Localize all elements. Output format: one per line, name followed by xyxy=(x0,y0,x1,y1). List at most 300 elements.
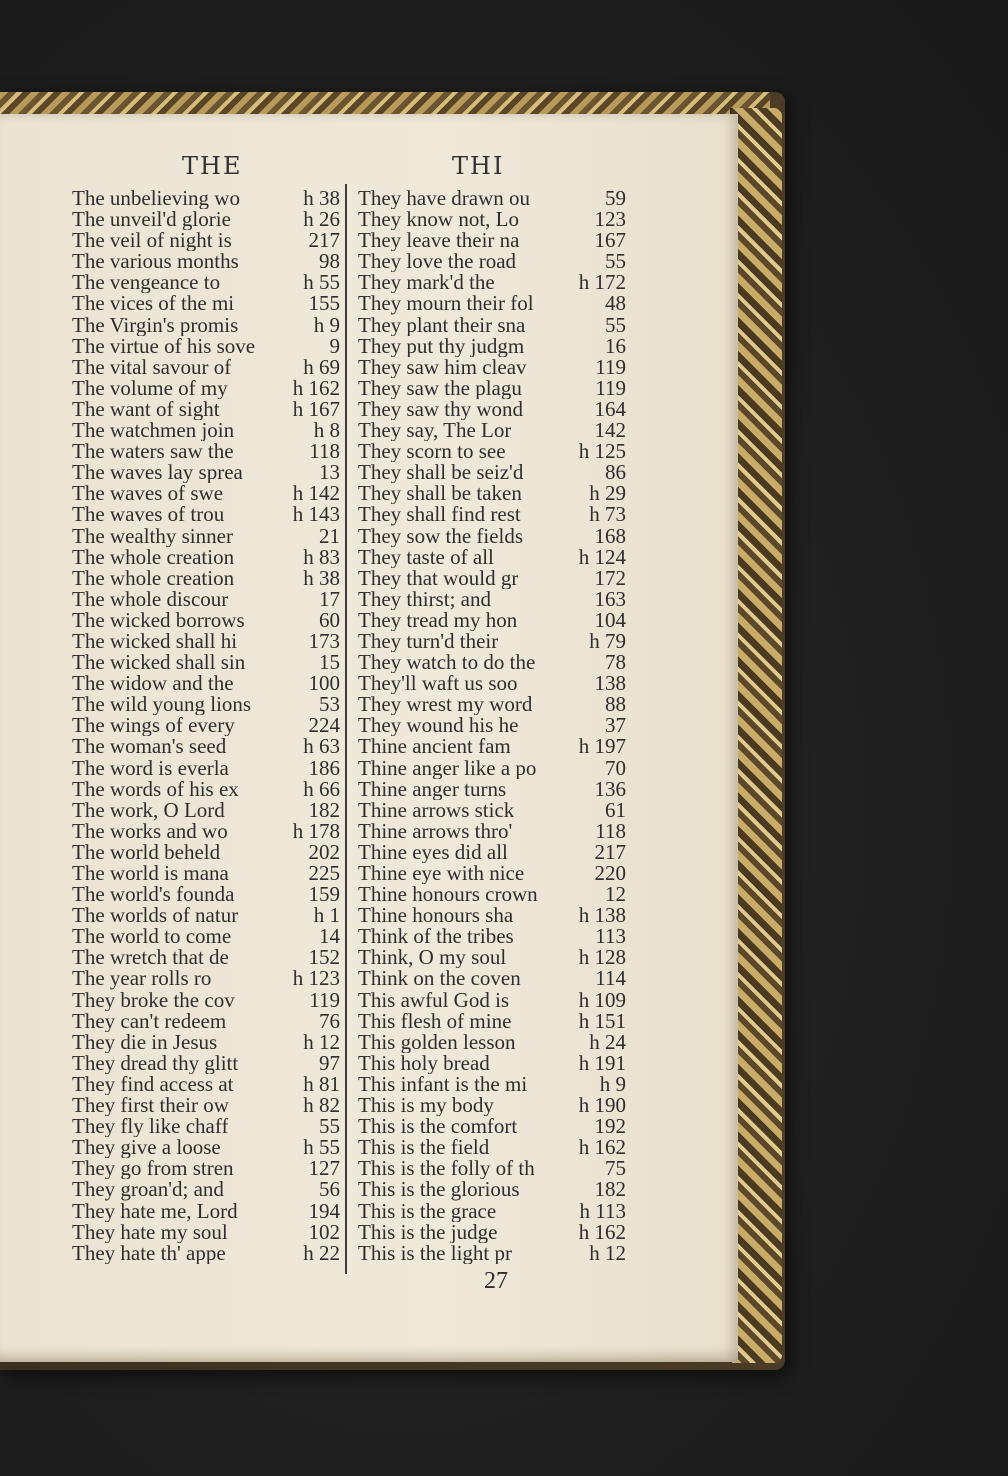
entry-first-line: They know not, Lo xyxy=(358,209,519,231)
index-entry xyxy=(72,272,340,293)
index-entry xyxy=(72,526,340,547)
entry-first-line: This golden lesson xyxy=(358,1031,516,1053)
index-entry xyxy=(358,483,626,504)
entry-reference: 118 xyxy=(309,441,340,463)
entry-reference: h 9 xyxy=(313,314,340,336)
index-entry xyxy=(72,1032,340,1053)
index-entry xyxy=(358,673,626,694)
entry-reference: 37 xyxy=(605,715,626,737)
index-entry xyxy=(72,483,340,504)
entry-first-line: This infant is the mi xyxy=(358,1073,528,1096)
entry-first-line: Think on the coven xyxy=(358,968,521,990)
index-entry xyxy=(358,293,626,314)
entry-first-line: They put thy judgm xyxy=(358,335,525,357)
entry-first-line: This is my body xyxy=(358,1095,494,1117)
entry-reference: 17 xyxy=(319,588,340,610)
index-entry xyxy=(72,990,340,1011)
entry-reference: 53 xyxy=(319,694,340,716)
index-entry xyxy=(358,357,626,378)
entry-reference: 186 xyxy=(308,757,340,779)
index-entry xyxy=(358,779,626,800)
entry-reference: h 79 xyxy=(589,630,626,653)
entry-reference: 14 xyxy=(319,926,340,948)
entry-first-line: They that would gr xyxy=(358,567,519,589)
entry-first-line: They'll waft us soo xyxy=(358,673,518,695)
entry-first-line: Thine anger turns xyxy=(358,778,507,800)
entry-first-line: The world to come xyxy=(72,926,232,948)
entry-first-line: The veil of night is xyxy=(72,230,232,252)
index-entry xyxy=(72,1053,340,1074)
entry-reference: 123 xyxy=(594,209,626,231)
entry-first-line: They groan'd; and xyxy=(72,1179,224,1201)
entry-reference: 182 xyxy=(308,799,340,821)
index-entry xyxy=(358,905,626,926)
entry-reference: h 73 xyxy=(589,504,626,526)
entry-reference: 136 xyxy=(594,778,626,800)
index-entry xyxy=(72,821,340,842)
index-entry xyxy=(72,652,340,673)
entry-first-line: They saw him cleav xyxy=(358,356,527,378)
index-entry xyxy=(72,293,340,314)
entry-first-line: The vices of the mi xyxy=(72,293,235,315)
entry-first-line: This is the grace xyxy=(358,1200,497,1222)
entry-reference: 9 xyxy=(329,335,340,357)
entry-first-line: The widow and the xyxy=(72,673,234,695)
index-entry xyxy=(358,1243,626,1264)
index-entry xyxy=(358,336,626,357)
entry-first-line: They have drawn ou xyxy=(358,188,531,210)
index-entry xyxy=(72,209,340,230)
entry-reference: 78 xyxy=(605,652,626,674)
index-entry xyxy=(72,357,340,378)
entry-first-line: The whole creation xyxy=(72,546,235,568)
entry-first-line: They saw thy wond xyxy=(358,398,524,421)
index-entry xyxy=(72,1074,340,1095)
entry-first-line: The unveil'd glorie xyxy=(72,209,231,231)
entry-reference: h 125 xyxy=(578,441,626,463)
entry-first-line: The year rolls ro xyxy=(72,968,212,990)
right-index-column xyxy=(358,188,626,1264)
index-entry xyxy=(72,947,340,968)
entry-first-line: This flesh of mine xyxy=(358,1010,512,1032)
entry-reference: h 82 xyxy=(303,1095,340,1117)
entry-reference: h 81 xyxy=(303,1073,340,1096)
index-entry xyxy=(358,1158,626,1179)
index-entry xyxy=(358,399,626,420)
index-entry xyxy=(72,779,340,800)
entry-first-line: They give a loose xyxy=(72,1137,221,1159)
entry-first-line: This is the field xyxy=(358,1137,490,1159)
index-entry xyxy=(72,926,340,947)
entry-first-line: The unbelieving wo xyxy=(72,188,240,210)
entry-first-line: The wretch that de xyxy=(72,947,229,969)
entry-first-line: They taste of all xyxy=(358,546,494,568)
entry-reference: h 124 xyxy=(578,546,626,568)
column-divider xyxy=(345,184,347,1274)
index-entry xyxy=(358,947,626,968)
entry-reference: 142 xyxy=(594,420,626,442)
entry-reference: 55 xyxy=(605,251,626,273)
entry-reference: 119 xyxy=(595,377,626,399)
entry-first-line: They mark'd the xyxy=(358,272,495,294)
index-entry xyxy=(358,209,626,230)
index-entry xyxy=(358,526,626,547)
index-entry xyxy=(72,547,340,568)
index-entry xyxy=(358,631,626,652)
entry-reference: 98 xyxy=(319,251,340,273)
entry-reference: 164 xyxy=(594,398,626,421)
index-entry xyxy=(358,1095,626,1116)
entry-reference: h 63 xyxy=(303,736,340,758)
index-entry xyxy=(72,1179,340,1200)
entry-reference: 86 xyxy=(605,462,626,484)
entry-reference: 119 xyxy=(595,356,626,378)
entry-reference: h 123 xyxy=(292,968,340,990)
index-entry xyxy=(72,968,340,989)
entry-first-line: Thine anger like a po xyxy=(358,757,537,779)
right-guide-word: THI xyxy=(452,152,505,180)
index-entry xyxy=(72,568,340,589)
index-entry xyxy=(358,1032,626,1053)
entry-first-line: They go from stren xyxy=(72,1158,234,1180)
entry-first-line: Thine arrows stick xyxy=(358,799,515,821)
entry-reference: 159 xyxy=(308,884,340,906)
entry-reference: h 69 xyxy=(303,356,340,378)
entry-first-line: They leave their na xyxy=(358,230,520,252)
index-entry xyxy=(358,715,626,736)
entry-first-line: The volume of my xyxy=(72,377,228,399)
entry-reference: 172 xyxy=(594,567,626,589)
index-entry xyxy=(72,610,340,631)
entry-reference: h 83 xyxy=(303,546,340,568)
entry-reference: 217 xyxy=(594,841,626,863)
index-entry xyxy=(358,968,626,989)
entry-reference: 127 xyxy=(308,1158,340,1180)
entry-reference: 97 xyxy=(319,1052,340,1074)
entry-reference: 182 xyxy=(594,1179,626,1201)
entry-reference: 173 xyxy=(308,630,340,653)
entry-reference: h 197 xyxy=(578,736,626,758)
entry-reference: 55 xyxy=(319,1116,340,1138)
index-entry xyxy=(72,1011,340,1032)
entry-reference: h 12 xyxy=(303,1031,340,1053)
index-entry xyxy=(72,631,340,652)
index-entry xyxy=(358,884,626,905)
entry-reference: 217 xyxy=(308,230,340,252)
index-entry xyxy=(72,736,340,757)
entry-reference: 202 xyxy=(308,841,340,863)
entry-reference: 152 xyxy=(308,947,340,969)
index-entry xyxy=(72,1243,340,1264)
entry-reference: h 128 xyxy=(578,947,626,969)
entry-first-line: The work, O Lord xyxy=(72,799,225,821)
entry-reference: h 12 xyxy=(589,1242,626,1264)
index-entry xyxy=(72,1116,340,1137)
entry-reference: h 167 xyxy=(292,398,340,421)
entry-reference: 56 xyxy=(319,1179,340,1201)
entry-first-line: The wicked shall sin xyxy=(72,652,246,674)
entry-first-line: Thine honours sha xyxy=(358,905,514,927)
index-entry xyxy=(358,758,626,779)
index-entry xyxy=(72,884,340,905)
entry-reference: h 162 xyxy=(578,1137,626,1159)
entry-reference: 16 xyxy=(605,335,626,357)
index-entry xyxy=(72,336,340,357)
entry-reference: h 172 xyxy=(578,272,626,294)
index-entry xyxy=(358,863,626,884)
entry-reference: 12 xyxy=(605,884,626,906)
entry-reference: h 190 xyxy=(578,1095,626,1117)
entry-reference: h 109 xyxy=(578,989,626,1011)
entry-first-line: They turn'd their xyxy=(358,630,499,653)
entry-first-line: The words of his ex xyxy=(72,778,239,800)
index-entry xyxy=(358,315,626,336)
entry-reference: h 143 xyxy=(292,504,340,526)
index-entry xyxy=(358,1137,626,1158)
index-entry xyxy=(358,504,626,525)
entry-first-line: They find access at xyxy=(72,1073,234,1096)
entry-first-line: They watch to do the xyxy=(358,652,536,674)
entry-first-line: The vengeance to xyxy=(72,272,221,294)
index-entry xyxy=(358,652,626,673)
index-entry xyxy=(72,589,340,610)
entry-reference: h 162 xyxy=(292,377,340,399)
entry-first-line: The virtue of his sove xyxy=(72,335,256,357)
entry-reference: h 142 xyxy=(292,483,340,505)
index-entry xyxy=(358,1116,626,1137)
index-entry xyxy=(72,504,340,525)
entry-first-line: They say, The Lor xyxy=(358,420,512,442)
index-entry xyxy=(358,441,626,462)
entry-first-line: Thine eyes did all xyxy=(358,841,508,863)
entry-reference: 192 xyxy=(594,1116,626,1138)
entry-reference: 163 xyxy=(594,588,626,610)
entry-reference: 88 xyxy=(605,694,626,716)
entry-first-line: They shall be taken xyxy=(358,483,522,505)
entry-reference: 15 xyxy=(319,652,340,674)
index-entry xyxy=(358,610,626,631)
entry-first-line: They thirst; and xyxy=(358,588,491,610)
entry-first-line: The want of sight xyxy=(72,398,220,421)
entry-first-line: Think of the tribes xyxy=(358,926,514,948)
entry-reference: 60 xyxy=(319,609,340,631)
index-entry xyxy=(72,673,340,694)
entry-first-line: The worlds of natur xyxy=(72,905,239,927)
entry-reference: 59 xyxy=(605,188,626,210)
index-entry xyxy=(358,1201,626,1222)
entry-first-line: Think, O my soul xyxy=(358,947,507,969)
entry-first-line: They first their ow xyxy=(72,1095,229,1117)
entry-first-line: This awful God is xyxy=(358,989,510,1011)
entry-first-line: The vital savour of xyxy=(72,356,232,378)
index-entry xyxy=(358,990,626,1011)
entry-reference: h 26 xyxy=(303,209,340,231)
entry-first-line: They die in Jesus xyxy=(72,1031,218,1053)
entry-first-line: The whole discour xyxy=(72,588,229,610)
index-entry xyxy=(72,1158,340,1179)
entry-reference: 113 xyxy=(595,926,626,948)
index-entry xyxy=(72,1095,340,1116)
index-entry xyxy=(358,420,626,441)
entry-first-line: The works and wo xyxy=(72,820,228,842)
entry-reference: h 1 xyxy=(313,905,340,927)
entry-first-line: They tread my hon xyxy=(358,609,518,631)
entry-first-line: The wicked shall hi xyxy=(72,630,238,653)
index-entry xyxy=(358,1053,626,1074)
entry-first-line: This is the folly of th xyxy=(358,1158,535,1180)
index-entry xyxy=(72,842,340,863)
entry-reference: 138 xyxy=(594,673,626,695)
entry-reference: 55 xyxy=(605,314,626,336)
entry-first-line: Thine eye with nice xyxy=(358,863,525,885)
entry-first-line: The whole creation xyxy=(72,567,235,589)
index-entry xyxy=(72,315,340,336)
entry-reference: 167 xyxy=(594,230,626,252)
entry-first-line: They scorn to see xyxy=(358,441,506,463)
page-shadow xyxy=(0,1346,738,1362)
index-entry xyxy=(358,589,626,610)
entry-first-line: The wild young lions xyxy=(72,694,252,716)
entry-first-line: The Virgin's promis xyxy=(72,314,239,336)
entry-first-line: They broke the cov xyxy=(72,989,235,1011)
entry-reference: h 38 xyxy=(303,188,340,210)
entry-first-line: They wrest my word xyxy=(358,694,533,716)
entry-reference: 119 xyxy=(309,989,340,1011)
entry-first-line: They hate my soul xyxy=(72,1221,228,1243)
index-entry xyxy=(358,1074,626,1095)
entry-first-line: They shall find rest xyxy=(358,504,521,526)
index-entry xyxy=(358,1011,626,1032)
entry-reference: h 151 xyxy=(578,1010,626,1032)
index-entry xyxy=(72,863,340,884)
entry-reference: 61 xyxy=(605,799,626,821)
index-entry xyxy=(358,800,626,821)
entry-first-line: This is the light pr xyxy=(358,1242,512,1264)
entry-first-line: The world is mana xyxy=(72,863,229,885)
entry-reference: h 191 xyxy=(578,1052,626,1074)
entry-reference: h 113 xyxy=(579,1200,626,1222)
index-entry xyxy=(72,420,340,441)
entry-first-line: The wealthy sinner xyxy=(72,525,233,547)
entry-reference: 224 xyxy=(308,715,340,737)
index-entry xyxy=(72,694,340,715)
entry-reference: 48 xyxy=(605,293,626,315)
entry-first-line: This is the judge xyxy=(358,1221,498,1243)
entry-first-line: This is the glorious xyxy=(358,1179,520,1201)
index-entry xyxy=(358,1179,626,1200)
entry-reference: 21 xyxy=(319,525,340,547)
index-entry xyxy=(72,1201,340,1222)
entry-first-line: They can't redeem xyxy=(72,1010,227,1032)
index-entry xyxy=(358,821,626,842)
index-entry xyxy=(358,694,626,715)
index-entry xyxy=(358,1222,626,1243)
entry-first-line: They wound his he xyxy=(358,715,519,737)
index-entry xyxy=(358,842,626,863)
entry-reference: 168 xyxy=(594,525,626,547)
entry-first-line: The world beheld xyxy=(72,841,221,863)
entry-reference: h 55 xyxy=(303,1137,340,1159)
entry-reference: h 8 xyxy=(313,420,340,442)
entry-first-line: They plant their sna xyxy=(358,314,526,336)
entry-reference: 104 xyxy=(594,609,626,631)
entry-reference: h 38 xyxy=(303,567,340,589)
entry-first-line: Thine arrows thro' xyxy=(358,820,513,842)
entry-reference: h 55 xyxy=(303,272,340,294)
index-entry xyxy=(358,462,626,483)
entry-first-line: They hate th' appe xyxy=(72,1242,226,1264)
entry-first-line: The wings of every xyxy=(72,715,235,737)
entry-reference: 75 xyxy=(605,1158,626,1180)
index-entry xyxy=(72,441,340,462)
entry-reference: 100 xyxy=(308,673,340,695)
entry-reference: 155 xyxy=(308,293,340,315)
entry-reference: 13 xyxy=(319,462,340,484)
entry-first-line: They shall be seiz'd xyxy=(358,462,524,484)
index-entry xyxy=(72,399,340,420)
entry-reference: h 9 xyxy=(599,1073,626,1096)
entry-first-line: The various months xyxy=(72,251,239,273)
index-entry xyxy=(72,758,340,779)
index-entry xyxy=(358,272,626,293)
left-guide-word: THE xyxy=(182,152,243,180)
index-entry xyxy=(72,800,340,821)
entry-first-line: The woman's seed xyxy=(72,736,227,758)
index-entry xyxy=(358,547,626,568)
index-entry xyxy=(72,905,340,926)
entry-reference: 76 xyxy=(319,1010,340,1032)
index-entry xyxy=(72,230,340,251)
entry-reference: 70 xyxy=(605,757,626,779)
entry-first-line: The waters saw the xyxy=(72,441,234,463)
entry-first-line: Thine honours crown xyxy=(358,884,538,906)
index-entry xyxy=(358,568,626,589)
entry-first-line: The world's founda xyxy=(72,884,235,906)
index-entry xyxy=(358,251,626,272)
left-index-column xyxy=(72,188,340,1264)
index-entry xyxy=(358,188,626,209)
entry-first-line: The wicked borrows xyxy=(72,609,245,631)
index-entry xyxy=(358,736,626,757)
entry-reference: h 29 xyxy=(589,483,626,505)
entry-first-line: They saw the plagu xyxy=(358,377,522,399)
entry-first-line: This holy bread xyxy=(358,1052,490,1074)
index-entry xyxy=(358,230,626,251)
entry-reference: h 66 xyxy=(303,778,340,800)
entry-reference: h 162 xyxy=(578,1221,626,1243)
entry-first-line: They love the road xyxy=(358,251,517,273)
entry-reference: h 138 xyxy=(578,905,626,927)
entry-first-line: This is the comfort xyxy=(358,1116,518,1138)
entry-first-line: They sow the fields xyxy=(358,525,524,547)
entry-first-line: The watchmen join xyxy=(72,420,235,442)
index-entry xyxy=(72,462,340,483)
entry-first-line: Thine ancient fam xyxy=(358,736,511,758)
entry-reference: 102 xyxy=(308,1221,340,1243)
entry-reference: 225 xyxy=(308,863,340,885)
entry-reference: h 22 xyxy=(303,1242,340,1264)
entry-reference: 220 xyxy=(594,863,626,885)
index-entry xyxy=(358,378,626,399)
entry-reference: 114 xyxy=(595,968,626,990)
index-entry xyxy=(72,251,340,272)
index-entry xyxy=(72,715,340,736)
index-entry xyxy=(358,926,626,947)
entry-first-line: The waves of swe xyxy=(72,483,224,505)
entry-first-line: The waves lay sprea xyxy=(72,462,243,484)
entry-reference: 194 xyxy=(308,1200,340,1222)
index-entry xyxy=(72,188,340,209)
